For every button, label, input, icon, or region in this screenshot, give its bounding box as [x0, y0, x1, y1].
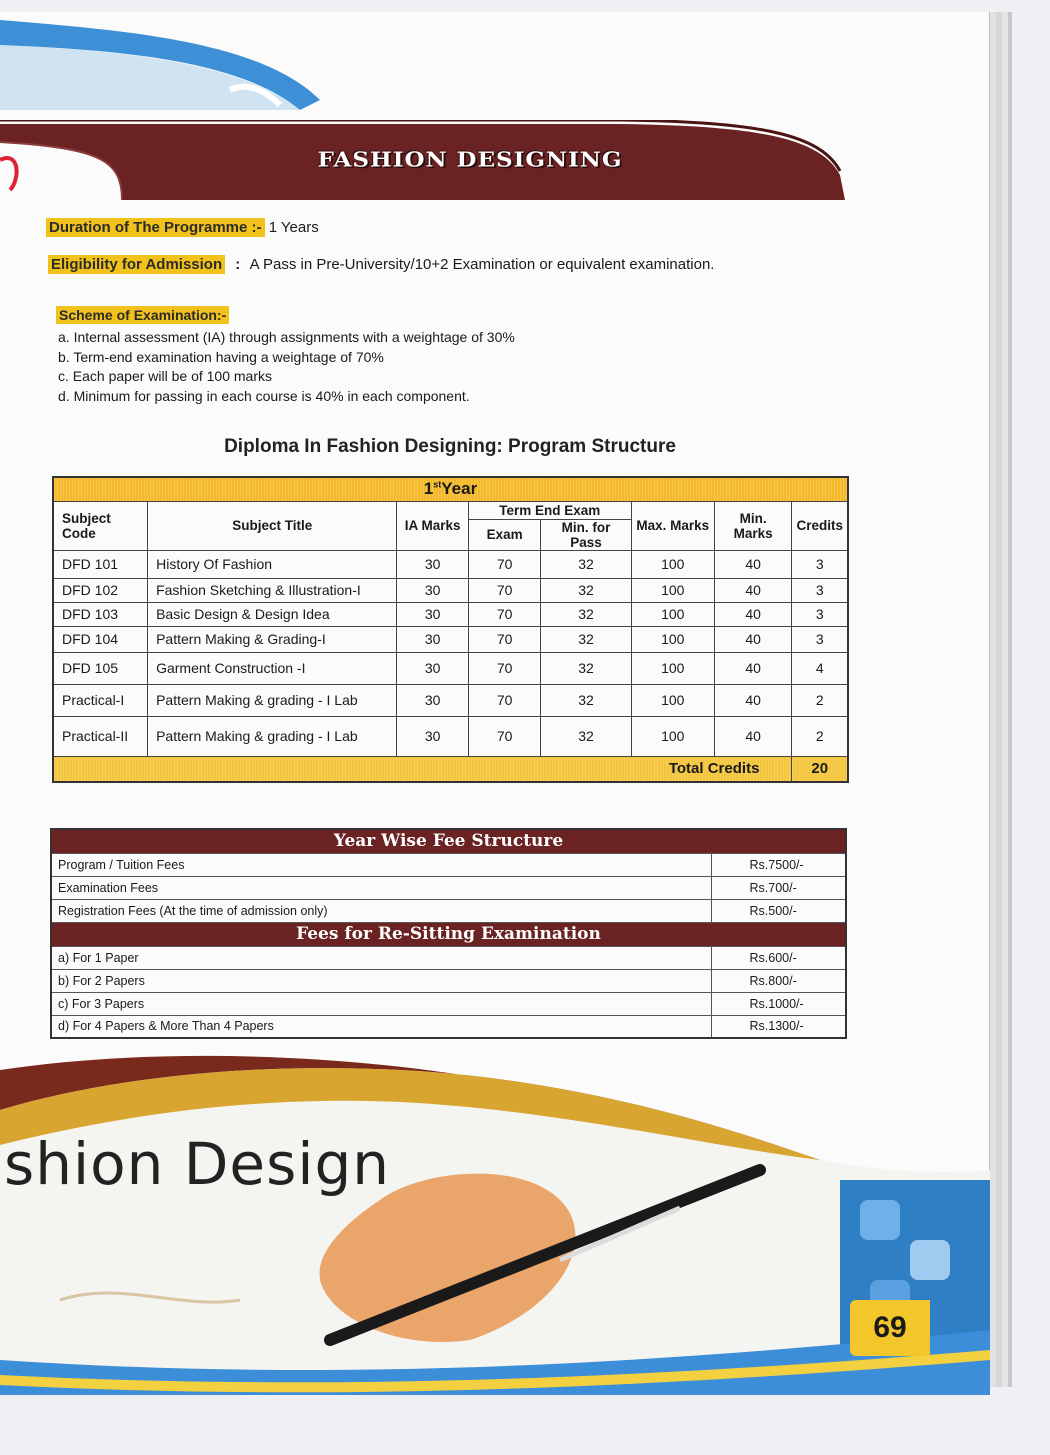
col-ia-marks: IA Marks	[397, 501, 469, 550]
year-suffix: st	[433, 479, 442, 490]
cell-exam: 70	[468, 578, 541, 602]
cell-minpass: 32	[541, 684, 631, 716]
duration-value: 1 Years	[268, 219, 319, 236]
cell-minpass: 32	[541, 550, 631, 578]
cell-title: Pattern Making & Grading-I	[148, 626, 397, 652]
page-title: FASHION DESIGNING	[317, 147, 623, 172]
col-exam: Exam	[468, 519, 541, 550]
cell-code: DFD 103	[53, 602, 148, 626]
cell-credits: 2	[792, 684, 848, 716]
resit-fees-title: Fees for Re-Sitting Examination	[51, 922, 846, 946]
resit-table-body	[51, 946, 846, 1038]
cell-code: DFD 105	[53, 652, 148, 684]
cell-ia: 30	[397, 652, 469, 684]
program-structure-title: Diploma In Fashion Designing: Program Structure	[224, 436, 676, 457]
resit-title-row	[51, 922, 846, 946]
scheme-item: b. Term-end examination having a weightage of 70%	[58, 348, 384, 365]
program-row	[53, 716, 848, 756]
resit-fee-row	[51, 992, 846, 1015]
fee-row	[51, 899, 846, 922]
cell-minpass: 32	[541, 716, 631, 756]
cell-minpass: 32	[541, 626, 631, 652]
program-table-body	[53, 550, 848, 756]
cell-credits: 3	[792, 602, 848, 626]
col-subject-title: Subject Title	[148, 501, 397, 550]
scheme-item: c. Each paper will be of 100 marks	[58, 368, 272, 384]
cell-min: 40	[714, 652, 791, 684]
eligibility-value: A Pass in Pre-University/10+2 Examination or equivalent examination.	[249, 256, 715, 273]
cell-ia: 30	[397, 602, 469, 626]
cell-exam: 70	[468, 716, 541, 756]
cell-code: DFD 104	[53, 626, 148, 652]
cell-min: 40	[714, 684, 791, 716]
scheme-item: d. Minimum for passing in each course is 40% in each component.	[58, 387, 470, 404]
resit-fee-row-amount: Rs.1300/-	[711, 1015, 846, 1038]
fee-row	[51, 876, 846, 899]
col-credits: Credits	[792, 501, 848, 550]
eligibility-label: Eligibility for Admission	[48, 255, 225, 274]
cell-exam: 70	[468, 550, 541, 578]
fee-table-body	[51, 853, 846, 922]
total-credits-label: Total Credits	[53, 756, 792, 782]
fee-structure-table	[50, 828, 847, 1039]
fee-row-label: Examination Fees	[51, 876, 711, 899]
cell-max: 100	[631, 652, 714, 684]
fee-structure-title: Year Wise Fee Structure	[51, 829, 846, 853]
scheme-heading	[56, 307, 229, 323]
scheme-list	[58, 328, 515, 406]
resit-fee-row-amount: Rs.1000/-	[711, 992, 846, 1015]
fee-title-row	[51, 829, 846, 853]
eligibility-line	[48, 256, 714, 273]
program-row	[53, 550, 848, 578]
cell-code: Practical-II	[53, 716, 148, 756]
scheme-label: Scheme of Examination:-	[56, 306, 229, 324]
cell-title: Fashion Sketching & Illustration-I	[148, 578, 397, 602]
cell-min: 40	[714, 578, 791, 602]
eligibility-separator: :	[235, 256, 241, 273]
cell-credits: 3	[792, 578, 848, 602]
cell-code: DFD 102	[53, 578, 148, 602]
cell-title: Pattern Making & grading - I Lab	[148, 716, 397, 756]
cell-ia: 30	[397, 626, 469, 652]
cell-min: 40	[714, 550, 791, 578]
banner-text: shion Design	[4, 1130, 391, 1198]
cell-minpass: 32	[541, 652, 631, 684]
cell-credits: 4	[792, 652, 848, 684]
year-header-row	[53, 477, 848, 501]
fee-row	[51, 853, 846, 876]
cell-min: 40	[714, 716, 791, 756]
resit-fee-row-label: d) For 4 Papers & More Than 4 Papers	[51, 1015, 711, 1038]
col-term-end-exam: Term End Exam	[468, 501, 631, 519]
cell-min: 40	[714, 626, 791, 652]
col-subject-code: Subject Code	[53, 501, 148, 550]
cell-ia: 30	[397, 684, 469, 716]
fee-row-label: Registration Fees (At the time of admission only)	[51, 899, 711, 922]
cell-exam: 70	[468, 652, 541, 684]
cell-max: 100	[631, 602, 714, 626]
cell-code: Practical-I	[53, 684, 148, 716]
cell-min: 40	[714, 602, 791, 626]
fashion-design-banner	[0, 1050, 990, 1395]
cell-exam: 70	[468, 602, 541, 626]
program-row	[53, 578, 848, 602]
cell-ia: 30	[397, 716, 469, 756]
year-number: 1	[423, 479, 434, 499]
cell-minpass: 32	[541, 578, 631, 602]
fee-row-amount: Rs.700/-	[711, 876, 846, 899]
resit-fee-row-amount: Rs.800/-	[711, 969, 846, 992]
cell-max: 100	[631, 684, 714, 716]
top-decorative-swoosh	[0, 0, 340, 120]
resit-fee-row	[51, 969, 846, 992]
program-row	[53, 652, 848, 684]
resit-fee-row-label: c) For 3 Papers	[51, 992, 711, 1015]
program-row	[53, 626, 848, 652]
resit-fee-row	[51, 1015, 846, 1038]
program-row	[53, 684, 848, 716]
cell-max: 100	[631, 550, 714, 578]
duration-label: Duration of The Programme :-	[46, 218, 265, 237]
cell-exam: 70	[468, 626, 541, 652]
cell-exam: 70	[468, 684, 541, 716]
cell-max: 100	[631, 716, 714, 756]
fee-row-amount: Rs.7500/-	[711, 853, 846, 876]
cell-max: 100	[631, 578, 714, 602]
cell-max: 100	[631, 626, 714, 652]
col-max-marks: Max. Marks	[631, 501, 714, 550]
year-word: Year	[441, 479, 478, 499]
year-heading	[53, 477, 848, 501]
scheme-item: a. Internal assessment (IA) through assignments with a weightage of 30%	[58, 329, 515, 345]
cell-credits: 3	[792, 626, 848, 652]
resit-fee-row-label: b) For 2 Papers	[51, 969, 711, 992]
program-row	[53, 602, 848, 626]
page-number: 69	[850, 1300, 930, 1356]
total-credits-row	[53, 756, 848, 782]
column-header-row	[53, 501, 848, 519]
program-structure-table	[52, 476, 849, 783]
cell-minpass: 32	[541, 602, 631, 626]
cell-code: DFD 101	[53, 550, 148, 578]
duration-line	[46, 219, 319, 236]
cell-title: Pattern Making & grading - I Lab	[148, 684, 397, 716]
col-min-marks: Min. Marks	[714, 501, 791, 550]
total-credits-value: 20	[792, 756, 848, 782]
cell-title: Basic Design & Design Idea	[148, 602, 397, 626]
col-min-for-pass: Min. for Pass	[541, 519, 631, 550]
resit-fee-row-label: a) For 1 Paper	[51, 946, 711, 969]
resit-fee-row-amount: Rs.600/-	[711, 946, 846, 969]
fee-row-amount: Rs.500/-	[711, 899, 846, 922]
cell-ia: 30	[397, 550, 469, 578]
cell-credits: 3	[792, 550, 848, 578]
cell-title: History Of Fashion	[148, 550, 397, 578]
cell-ia: 30	[397, 578, 469, 602]
resit-fee-row	[51, 946, 846, 969]
cell-title: Garment Construction -I	[148, 652, 397, 684]
cell-credits: 2	[792, 716, 848, 756]
fee-row-label: Program / Tuition Fees	[51, 853, 711, 876]
